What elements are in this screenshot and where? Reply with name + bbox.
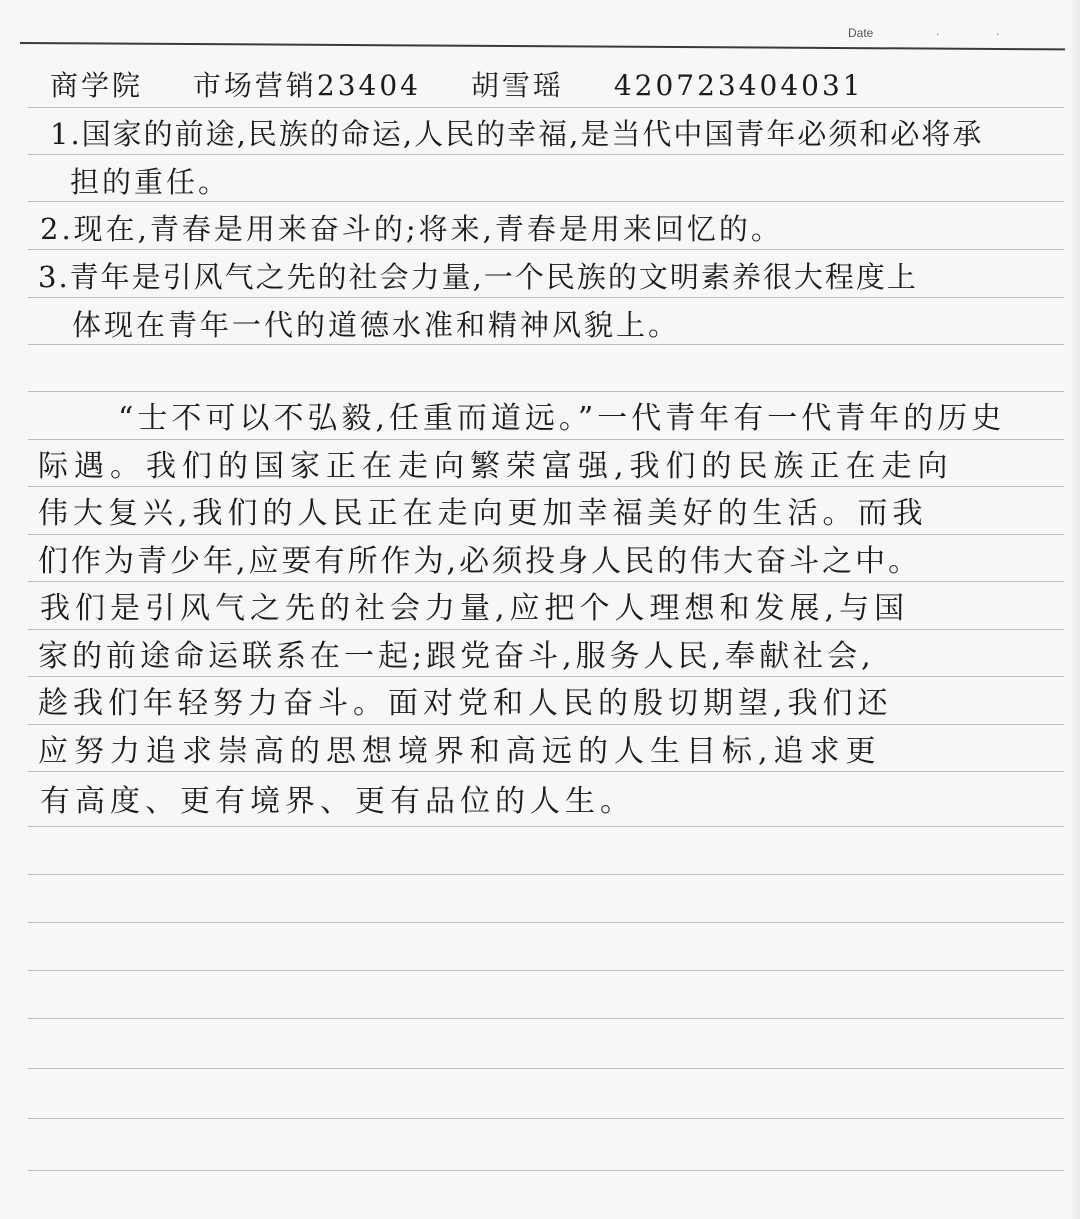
- student-name: 胡雪瑶: [470, 69, 564, 102]
- ruled-line: [28, 439, 1064, 440]
- ruled-line: [28, 629, 1064, 630]
- ruled-line: [28, 201, 1064, 202]
- ruled-line: [28, 344, 1064, 345]
- point-line: 3.青年是引风气之先的社会力量,一个民族的文明素养很大程度上: [38, 260, 918, 294]
- ruled-line: [28, 154, 1064, 155]
- date-label: Date: [848, 26, 874, 40]
- ruled-line: [28, 486, 1064, 487]
- essay-line: 家的前途命运联系在一起;跟党奋斗,服务人民,奉献社会,: [38, 639, 875, 674]
- point-line: 体现在青年一代的道德水准和精神风貌上。: [72, 308, 681, 342]
- ruled-line: [28, 771, 1064, 772]
- date-dot: .: [996, 24, 1000, 38]
- point-line: 1.国家的前途,民族的命运,人民的幸福,是当代中国青年必须和必将承: [50, 117, 984, 151]
- top-rule: [20, 42, 1065, 50]
- ruled-line: [28, 826, 1064, 827]
- ruled-line: [28, 1118, 1064, 1119]
- essay-line: 我们是引风气之先的社会力量,应把个人理想和发展,与国: [40, 591, 910, 626]
- essay-line: 们作为青少年,应要有所作为,必须投身人民的伟大奋斗之中。: [38, 544, 922, 579]
- ruled-line: [28, 874, 1064, 875]
- ruled-line: [28, 724, 1064, 725]
- point-line: 担的重任。: [70, 165, 231, 199]
- ruled-line: [28, 107, 1064, 108]
- ruled-line: [28, 922, 1064, 923]
- essay-line: 伟大复兴,我们的人民正在走向更加幸福美好的生活。而我: [38, 496, 928, 531]
- student-id: 420723404031: [613, 69, 864, 102]
- ruled-line: [28, 297, 1064, 298]
- ruled-line: [28, 534, 1064, 535]
- page-edge-shadow: [1070, 0, 1080, 1219]
- ruled-line: [28, 1018, 1064, 1019]
- essay-line: 有高度、更有境界、更有品位的人生。: [40, 784, 635, 819]
- essay-line: 应努力追求崇高的思想境界和高远的人生目标,追求更: [38, 734, 882, 769]
- ruled-line: [28, 391, 1064, 392]
- class-name: 市场营销23404: [192, 69, 421, 102]
- ruled-line: [28, 1170, 1064, 1171]
- ruled-line: [28, 970, 1064, 971]
- date-dot: .: [936, 24, 940, 38]
- ruled-line: [28, 249, 1064, 250]
- ruled-line: [28, 1068, 1064, 1069]
- date-field: [848, 24, 873, 42]
- header-line: [50, 68, 902, 104]
- ruled-line: [28, 676, 1064, 677]
- school-name: 商学院: [50, 69, 144, 102]
- essay-line: 趁我们年轻努力奋斗。面对党和人民的殷切期望,我们还: [38, 686, 893, 721]
- ruled-line: [28, 581, 1064, 582]
- essay-line: “士不可以不弘毅,任重而道远。”一代青年有一代青年的历史: [118, 401, 1006, 436]
- point-line: 2.现在,青春是用来奋斗的;将来,青春是用来回忆的。: [40, 212, 783, 246]
- essay-line: 际遇。我们的国家正在走向繁荣富强,我们的民族正在走向: [38, 449, 954, 484]
